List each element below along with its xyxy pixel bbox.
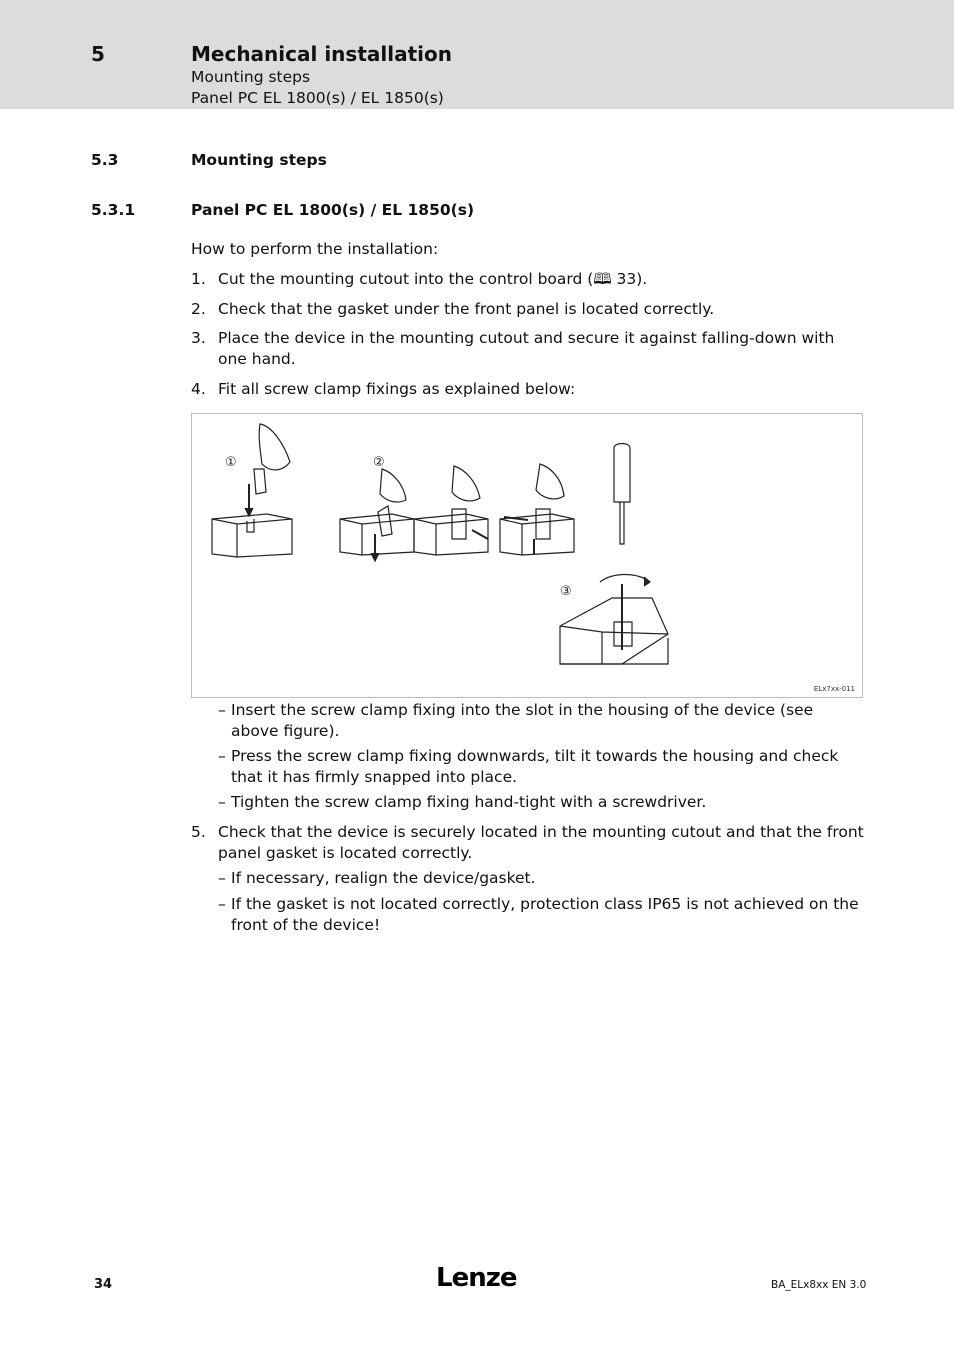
- step-marker-1: ①: [225, 455, 237, 470]
- brand-logo: Lenze: [436, 1263, 517, 1293]
- chapter-number: 5: [91, 42, 105, 66]
- bullet-dash: –: [218, 895, 226, 913]
- step-text: Cut the mounting cutout into the control board (🕮 33).: [218, 270, 648, 288]
- step-text: Check that the gasket under the front panel is located correctly.: [218, 300, 715, 318]
- step-number: 2.: [191, 300, 206, 318]
- bullet-dash: –: [218, 869, 226, 887]
- header-subtitle-2: Panel PC EL 1800(s) / EL 1850(s): [191, 89, 444, 107]
- header-subtitle-1: Mounting steps: [191, 68, 311, 86]
- step-number: 3.: [191, 329, 206, 347]
- header-band: [0, 0, 954, 109]
- document-id: BA_ELx8xx EN 3.0: [771, 1279, 867, 1291]
- figure-code: ELx7xx-011: [813, 685, 855, 693]
- bullet-text: If the gasket is not located correctly, protection class IP65 is not achieved on the front of the device!: [231, 895, 859, 934]
- subsection-number: 5.3.1: [91, 201, 136, 219]
- step-number: 1.: [191, 270, 206, 288]
- clamp-fixing: [254, 469, 266, 494]
- bullet-dash: –: [218, 793, 226, 811]
- bullet-text: Press the screw clamp fixing downwards, tilt it towards the housing and check that it has firmly snapped into place.: [231, 747, 839, 786]
- step-text: Check that the device is securely located in the mounting cutout and that the front panel gasket is located correctly.: [218, 823, 864, 862]
- bullet-text: Tighten the screw clamp fixing hand-tight with a screwdriver.: [231, 793, 707, 811]
- screwdriver: [614, 444, 630, 503]
- bullet-dash: –: [218, 747, 226, 765]
- section-title: Mounting steps: [191, 151, 327, 169]
- hand: [259, 424, 290, 470]
- subsection-title: Panel PC EL 1800(s) / EL 1850(s): [191, 201, 475, 219]
- step-text: Place the device in the mounting cutout and secure it against falling-down with one hand.: [218, 329, 835, 368]
- bullet-text: Insert the screw clamp fixing into the slot in the housing of the device (see above figure).: [231, 701, 814, 740]
- step-marker-2: ②: [373, 455, 385, 470]
- chapter-title: Mechanical installation: [191, 42, 452, 66]
- mounting-illustration: [192, 414, 864, 699]
- mounting-figure: [191, 413, 863, 698]
- step-marker-3: ③: [560, 584, 572, 599]
- section-number: 5.3: [91, 151, 119, 169]
- step-text: Fit all screw clamp fixings as explained below:: [218, 380, 576, 398]
- step-number: 5.: [191, 823, 206, 841]
- page-number: 34: [94, 1277, 113, 1292]
- bullet-dash: –: [218, 701, 226, 719]
- bullet-text: If necessary, realign the device/gasket.: [231, 869, 536, 887]
- intro-text: How to perform the installation:: [191, 240, 439, 258]
- step-number: 4.: [191, 380, 206, 398]
